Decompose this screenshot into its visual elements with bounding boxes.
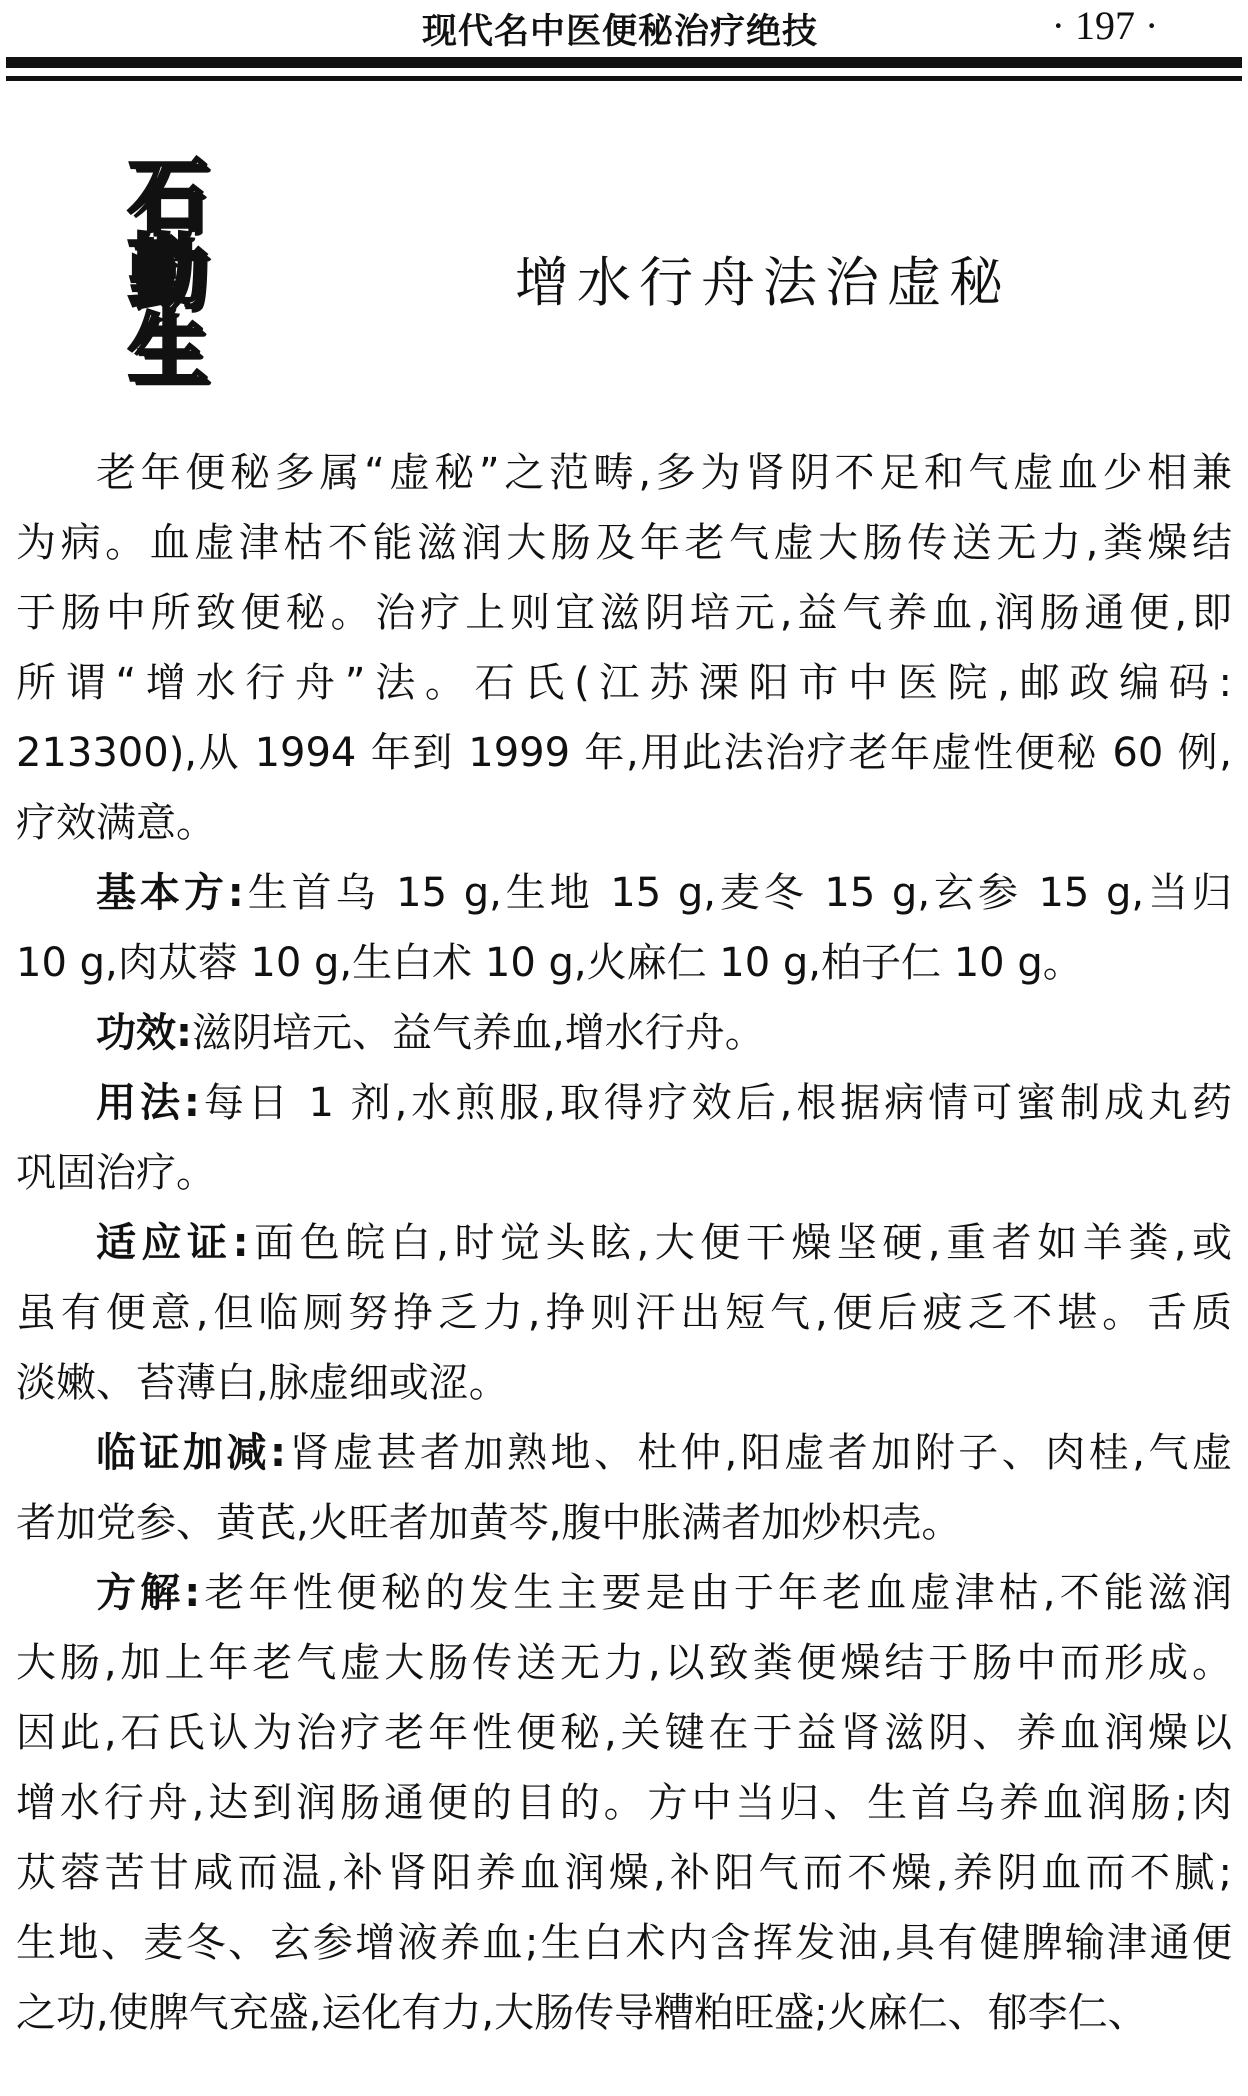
line-text: 增水行舟,达到润肠通便的目的。方中当归、生首乌养血润肠;肉	[16, 1780, 1232, 1826]
text-line	[16, 1278, 1232, 1348]
author-char: 生	[128, 301, 208, 395]
line-text: 10 g,肉苁蓉 10 g,生白术 10 g,火麻仁 10 g,柏子仁 10 g。	[16, 940, 1083, 986]
text-line	[16, 1488, 1232, 1558]
line-text: 生首乌 15 g,生地 15 g,麦冬 15 g,玄参 15 g,当归	[243, 870, 1232, 916]
line-text: 于肠中所致便秘。治疗上则宜滋阴培元,益气养血,润肠通便,即	[16, 590, 1232, 636]
section-label: 用法:	[96, 1080, 200, 1126]
line-text: 者加党参、黄芪,火旺者加黄芩,腹中胀满者加炒枳壳。	[16, 1500, 962, 1546]
author-char: 石	[128, 149, 208, 243]
line-text: 面色皖白,时觉头眩,大便干燥坚硬,重者如羊粪,或	[248, 1220, 1233, 1266]
line-text: 之功,使脾气充盛,运化有力,大肠传导糟粕旺盛;火麻仁、郁李仁、	[16, 1990, 1148, 2036]
body-text	[16, 438, 1232, 2048]
text-line	[16, 1068, 1232, 1138]
text-line	[16, 578, 1232, 648]
text-line	[16, 1698, 1232, 1768]
section-label: 适应证:	[96, 1220, 249, 1266]
line-text: 生地、麦冬、玄参增液养血;生白术内含挥发油,具有健脾输津通便	[16, 1920, 1232, 1966]
text-line	[16, 1628, 1232, 1698]
text-line	[16, 1348, 1232, 1418]
paragraph	[16, 858, 1232, 998]
text-line	[16, 928, 1232, 998]
paragraph	[16, 1208, 1232, 1418]
line-text: 苁蓉苦甘咸而温,补肾阳养血润燥,补阳气而不燥,养阴血而不腻;	[16, 1850, 1232, 1896]
text-line	[16, 648, 1232, 718]
paragraph	[16, 998, 1232, 1068]
text-line	[16, 1838, 1232, 1908]
line-text: 大肠,加上年老气虚大肠传送无力,以致粪便燥结于肠中而形成。	[16, 1640, 1232, 1686]
text-line	[16, 1908, 1232, 1978]
text-line	[16, 438, 1232, 508]
page-number: · 197 ·	[1051, 3, 1159, 48]
text-line	[16, 1208, 1232, 1278]
text-line	[16, 998, 1232, 1068]
running-title: 现代名中医便秘治疗绝技	[421, 12, 818, 52]
article-title: 增水行舟法治虚秘	[515, 251, 1011, 314]
header-rule-thick	[6, 57, 1242, 68]
text-line	[16, 788, 1232, 858]
text-line	[16, 508, 1232, 578]
line-text: 虽有便意,但临厕努挣乏力,挣则汗出短气,便后疲乏不堪。舌质	[16, 1290, 1232, 1336]
text-line	[16, 718, 1232, 788]
line-text: 每日 1 剂,水煎服,取得疗效后,根据病情可蜜制成丸药	[199, 1080, 1233, 1126]
paragraph	[16, 1558, 1232, 2048]
line-text: 213300),从 1994 年到 1999 年,用此法治疗老年虚性便秘 60 例,	[16, 730, 1232, 776]
section-label: 基本方:	[96, 870, 244, 916]
line-text: 所谓“增水行舟”法。石氏(江苏溧阳市中医院,邮政编码:	[16, 660, 1232, 706]
line-text: 老年性便秘的发生主要是由于年老血虚津枯,不能滋润	[200, 1570, 1232, 1616]
text-line	[16, 1418, 1232, 1488]
section-label: 方解:	[96, 1570, 201, 1616]
text-line	[16, 1138, 1232, 1208]
header-rule-thin	[6, 76, 1242, 81]
paragraph	[16, 438, 1232, 858]
text-line	[16, 1558, 1232, 1628]
section-label: 临证加减:	[96, 1430, 287, 1476]
line-text: 肾虚甚者加熟地、杜仲,阳虚者加附子、肉桂,气虚	[286, 1430, 1232, 1476]
author-char: 勤	[128, 225, 208, 319]
section-label: 功效:	[96, 1010, 192, 1056]
line-text: 疗效满意。	[16, 800, 216, 846]
line-text: 为病。血虚津枯不能滋润大肠及年老气虚大肠传送无力,粪燥结	[16, 520, 1232, 566]
author-name	[108, 149, 228, 395]
line-text: 淡嫩、苔薄白,脉虚细或涩。	[16, 1360, 509, 1406]
line-text: 老年便秘多属“虚秘”之范畴,多为肾阴不足和气虚血少相兼	[96, 450, 1232, 496]
text-line	[16, 858, 1232, 928]
text-line	[16, 1768, 1232, 1838]
text-line	[16, 1978, 1232, 2048]
paragraph	[16, 1418, 1232, 1558]
paragraph	[16, 1068, 1232, 1208]
line-text: 滋阴培元、益气养血,增水行舟。	[192, 1010, 765, 1056]
line-text: 巩固治疗。	[16, 1150, 216, 1196]
line-text: 因此,石氏认为治疗老年性便秘,关键在于益肾滋阴、养血润燥以	[16, 1710, 1232, 1756]
